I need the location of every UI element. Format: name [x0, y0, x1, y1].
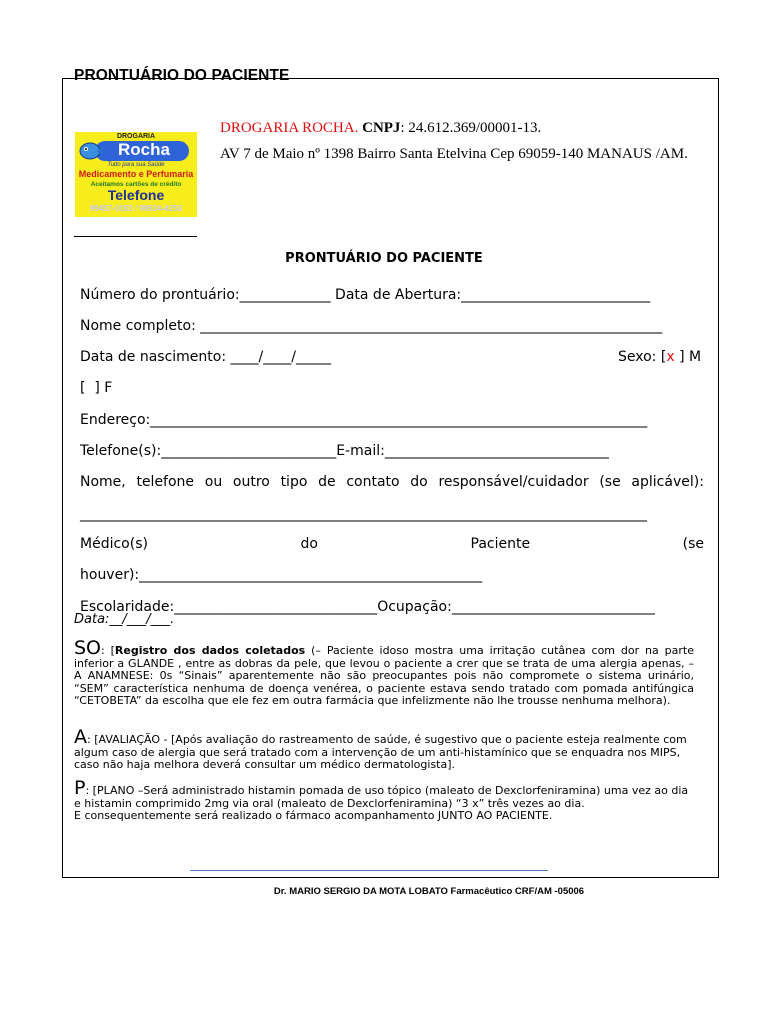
field-data: Data:__/___/___. [74, 612, 175, 627]
store-name: DROGARIA ROCHA. [220, 120, 359, 136]
soap-assessment-section [74, 726, 694, 772]
soap-so-prefix: : [ [101, 644, 115, 657]
medico-word: do [300, 536, 318, 552]
form-title: PRONTUÁRIO DO PACIENTE [285, 251, 483, 266]
sexo-checkmark: x [666, 349, 675, 365]
field-sexo-feminino: [ ] F [80, 380, 113, 396]
soap-so-text: (– Paciente idoso mostra uma irritação cutânea com dor na parte inferior a GLANDE , entre as dobras da pele, que levou o paciente a crer que se trata de uma alergia apenas, – A ANAMNESE: 0s “Sinais” aparentemente não são preocupantes pois não compromete o sistema urinário, “SEM” característica nenhuma de doença venérea, o paciente estava sendo tratado com pomada antifúngica “CETOBETA” da escolha que ele fez em outra farmácia que infelizmente não lhe trousse nenhuma melhora). [74, 644, 694, 708]
field-medico [80, 536, 704, 552]
contato-word: Nome, [80, 474, 126, 490]
contato-word: responsável/cuidador [438, 474, 589, 490]
drogaria-rocha-logo [75, 132, 197, 217]
sexo-prefix: Sexo: [ [618, 349, 667, 365]
contato-word: ou [204, 474, 223, 490]
contato-word: de [318, 474, 336, 490]
contato-word: aplicável): [631, 474, 704, 490]
field-contato-responsavel [80, 474, 704, 490]
header-divider [74, 236, 197, 237]
sexo-suffix: ] M [679, 349, 702, 365]
field-endereco: Endereço:_______________________________________________________________________ [80, 412, 648, 428]
store-header-line [220, 120, 541, 137]
logo-name: Rocha [118, 140, 170, 159]
logo-cards: Aceitamos cartões de crédito [90, 181, 182, 188]
field-telefone-email: Telefone(s):_________________________E-mail:________________________________ [80, 443, 609, 459]
contato-word: outro [232, 474, 270, 490]
cnpj-label: CNPJ [362, 120, 401, 136]
contato-word: tipo [280, 474, 308, 490]
logo-drogaria-text: DROGARIA [116, 133, 156, 140]
cnpj-value: : 24.612.369/00001-13. [400, 120, 542, 136]
top-title: PRONTUÁRIO DO PACIENTE [74, 67, 290, 84]
field-numero-prontuario: Número do prontuário:_____________ Data de Abertura:___________________________ [80, 287, 651, 303]
logo-tagline: Tudo para sua Saúde [107, 162, 165, 168]
store-address: AV 7 de Maio nº 1398 Bairro Santa Etelvina Cep 69059-140 MANAUS /AM. [220, 146, 688, 162]
fish-mascot-icon [77, 138, 103, 162]
field-medico-continuation: houver):_________________________________________________ [80, 567, 483, 583]
medico-word: (se [682, 536, 704, 552]
contato-word: (se [599, 474, 621, 490]
soap-plan-section [74, 777, 694, 823]
medico-word: Paciente [470, 536, 531, 552]
soap-p-text: : [PLANO –Será administrado histamin pomada de uso tópico (maleato de Dexclorfeniramina) uma vez ao dia e histamin comprimido 2mg via oral (maleato de Dexclorfeniramina) “3 x” três vezes ao dia. [74, 784, 689, 810]
soap-so-heading: Registro dos dados coletados [114, 644, 306, 657]
soap-so-letter: SO [74, 637, 102, 659]
soap-subjective-section [74, 637, 694, 708]
field-escolaridade-ocupacao: Escolaridade:_____________________________Ocupação:_____________________________ [80, 599, 655, 615]
medico-word: Médico(s) [80, 536, 148, 552]
soap-a-letter: A [74, 726, 87, 748]
pharmacist-signature: Dr. MARIO SERGIO DA MOTA LOBATO Farmacêutico CRF/AM -05006 [273, 886, 585, 897]
soap-p-letter: P [74, 777, 86, 799]
contato-blank-line: _________________________________________________________________________________ [80, 506, 647, 522]
field-sexo [618, 349, 701, 365]
logo-phone-label: Telefone [107, 187, 165, 203]
soap-p-followup: E consequentemente será realizado o fármaco acompanhamento JUNTO AO PACIENTE. [74, 809, 553, 823]
field-data-nascimento: Data de nascimento: ____/____/_____ [80, 349, 331, 365]
soap-a-text: : [AVALIAÇÃO - [Após avaliação do rastreamento de saúde, é sugestivo que o paciente esteja realmente com algum caso de alergia que será tratado com a intervenção de um anti-histamínico que se enquadra nos MIPS, caso não haja melhora deverá consultar um médico dermatologista]. [74, 733, 687, 772]
field-nome-completo: Nome completo: __________________________________________________________________ [80, 318, 663, 334]
signature-line [190, 870, 548, 871]
logo-phone-numbers: 99457-0152 / 99534-4253 [89, 204, 183, 213]
contato-word: telefone [136, 474, 195, 490]
logo-products: Medicamento e Perfumaria [78, 169, 194, 179]
contato-word: contato [346, 474, 400, 490]
contato-word: do [410, 474, 428, 490]
